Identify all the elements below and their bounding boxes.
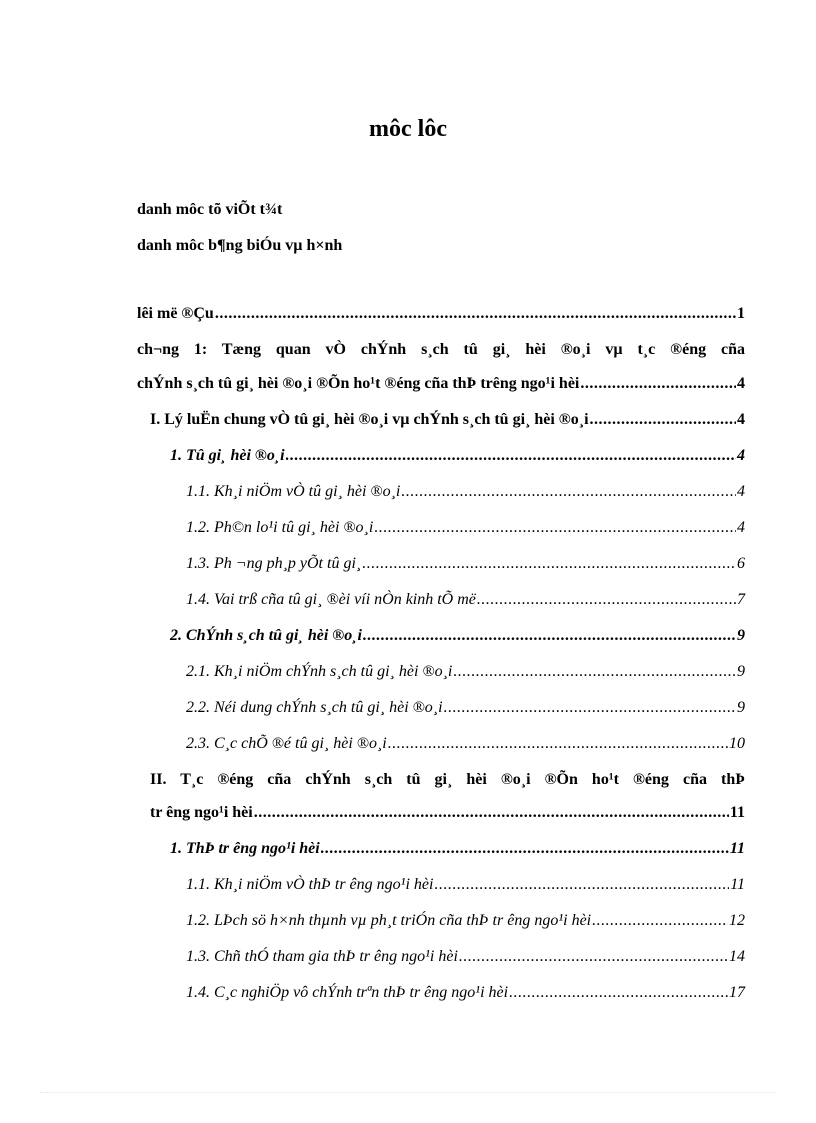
toc-entry-text: 1.1. Kh¸i niÖm vÒ thÞ tr êng ngo¹i hèi <box>186 876 434 893</box>
toc-subsection-2-1[interactable] <box>170 839 745 859</box>
front-matter-abbreviations: danh môc tõ viÕt t¾t <box>137 201 283 218</box>
toc-leader-dots <box>215 304 736 324</box>
toc-section-2-line2[interactable] <box>150 803 745 823</box>
toc-entry-text: 2.3. C¸c chÕ ®é tû gi¸ hèi ®o¸i <box>186 735 387 752</box>
toc-leader-dots <box>434 875 729 895</box>
toc-item-2-2[interactable] <box>186 698 745 718</box>
toc-leader-dots <box>286 446 736 466</box>
toc-chapter1-line2[interactable] <box>137 374 745 394</box>
toc-leader-dots <box>363 626 736 646</box>
toc-entry-text: lêi më ®Çu <box>137 305 214 322</box>
toc-page-number: 9 <box>737 627 745 644</box>
toc-page-number: 11 <box>729 804 745 821</box>
toc-leader-dots <box>459 947 728 967</box>
toc-entry-text: 1. ThÞ tr êng ngo¹i hèi <box>170 840 320 857</box>
toc-page-number: 14 <box>729 948 745 965</box>
toc-item-3-3[interactable] <box>186 947 745 967</box>
toc-page-number: 4 <box>737 483 745 500</box>
toc-leader-dots <box>321 839 729 859</box>
toc-entry-text: 1.4. C¸c nghiÖp vô chÝnh trªn thÞ tr êng ngo¹i hèi <box>186 984 509 1001</box>
toc-page-number: 9 <box>737 663 745 680</box>
toc-subsection-1-2[interactable] <box>170 626 745 646</box>
toc-page-number: 12 <box>729 912 745 929</box>
toc-entry-text: 1.3. Ph ¬ng ph¸p yÕt tû gi¸ <box>186 555 362 572</box>
toc-section-2-line1[interactable]: II. T¸c ®éng cña chÝnh s¸ch tû gi¸ hèi ®o¸i ®Õn ho¹t ®éng cña thÞ <box>150 771 745 788</box>
toc-entry-text: 1.2. LÞch sö h×nh thµnh vµ ph¸t triÓn cña thÞ tr êng ngo¹i hèi <box>186 912 592 929</box>
toc-leader-dots <box>362 554 736 574</box>
toc-leader-dots <box>254 803 729 823</box>
toc-entry-text: 1.4. Vai trß cña tû gi¸ ®èi víi nÒn kinh tÕ më <box>186 591 476 608</box>
toc-leader-dots <box>401 482 736 502</box>
toc-page-number: 10 <box>729 735 745 752</box>
toc-entry-text: 1. Tû gi¸ hèi ®o¸i <box>170 447 285 464</box>
toc-leader-dots <box>374 518 736 538</box>
toc-item-2-3[interactable] <box>186 734 745 754</box>
toc-page-number: 17 <box>729 984 745 1001</box>
toc-entry-text: 1.2. Ph©n lo¹i tû gi¸ hèi ®o¸i <box>186 519 374 536</box>
toc-page-number: 7 <box>737 591 745 608</box>
toc-entry-text: 2.1. Kh¸i niÖm chÝnh s¸ch tû gi¸ hèi ®o¸i <box>186 663 453 680</box>
toc-item-3-2[interactable] <box>186 911 745 931</box>
toc-leader-dots <box>444 698 736 718</box>
toc-leader-dots <box>580 374 736 394</box>
toc-page-number: 11 <box>730 876 745 893</box>
toc-leader-dots <box>477 590 736 610</box>
toc-leader-dots <box>388 734 728 754</box>
toc-page-number: 6 <box>737 555 745 572</box>
toc-item-1-1[interactable] <box>186 482 745 502</box>
toc-page-number: 4 <box>737 447 745 464</box>
toc-page-number: 4 <box>737 411 745 428</box>
front-matter-tables-figures: danh môc b¶ng biÓu vµ h×nh <box>137 237 343 254</box>
toc-item-1-4[interactable] <box>186 590 745 610</box>
toc-leader-dots <box>509 983 728 1003</box>
toc-subsection-1-1[interactable] <box>170 446 745 466</box>
toc-entry-text: 2.2. Néi dung chÝnh s¸ch tû gi¸ hèi ®o¸i <box>186 699 443 716</box>
toc-item-1-3[interactable] <box>186 554 745 574</box>
toc-page-number: 9 <box>737 699 745 716</box>
toc-leader-dots <box>453 662 736 682</box>
toc-chapter1-line1[interactable]: ch¬ng 1: Tæng quan vÒ chÝnh s¸ch tû gi¸ hèi ®o¸i vµ t¸c ®éng cña <box>137 341 745 358</box>
page-title: môc lôc <box>369 116 447 142</box>
toc-leader-dots <box>592 911 728 931</box>
toc-entry-text: I. Lý luËn chung vÒ tû gi¸ hèi ®o¸i vµ chÝnh s¸ch tû gi¸ hèi ®o¸i <box>150 411 589 428</box>
page-bottom-divider <box>40 1092 776 1093</box>
toc-page-number: 11 <box>729 840 745 857</box>
toc-entry-text: 1.3. Chñ thÓ tham gia thÞ tr êng ngo¹i hèi <box>186 948 458 965</box>
toc-entry-text: 2. ChÝnh s¸ch tû gi¸ hèi ®o¸i <box>170 627 362 644</box>
toc-entry-text: 1.1. Kh¸i niÖm vÒ tû gi¸ hèi ®o¸i <box>186 483 401 500</box>
toc-page-number: 4 <box>737 519 745 536</box>
toc-page-number: 1 <box>737 305 745 322</box>
toc-item-3-4[interactable] <box>186 983 745 1003</box>
toc-item-1-2[interactable] <box>186 518 745 538</box>
toc-item-3-1[interactable] <box>186 875 745 895</box>
toc-page-number: 4 <box>737 375 745 392</box>
toc-section-1[interactable] <box>150 410 745 430</box>
toc-item-2-1[interactable] <box>186 662 745 682</box>
toc-entry-text: chÝnh s¸ch tû gi¸ hèi ®o¸i ®Õn ho¹t ®éng cña thÞ trêng ngo¹i hèi <box>137 375 580 392</box>
toc-leader-dots <box>590 410 736 430</box>
toc-entry-intro[interactable] <box>137 304 745 324</box>
toc-entry-text: tr êng ngo¹i hèi <box>150 804 253 821</box>
